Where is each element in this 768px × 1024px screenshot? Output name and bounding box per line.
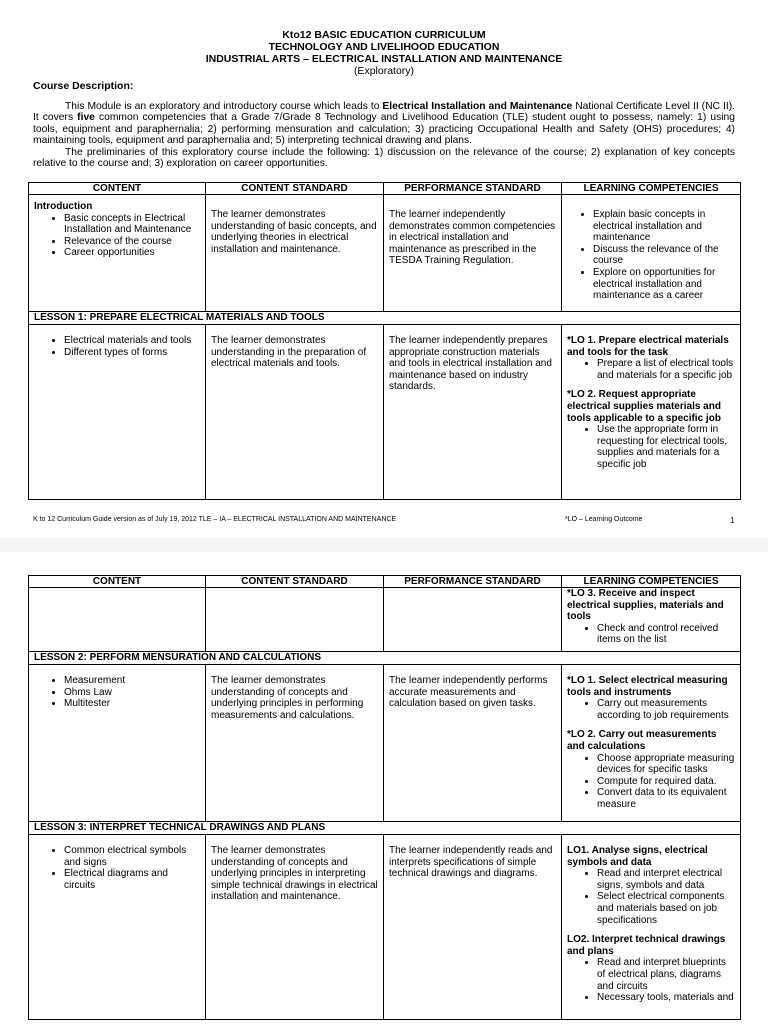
col-content-standard: CONTENT STANDARD bbox=[206, 576, 384, 588]
list-item: • Basic concepts in Electrical Installation and Maintenance bbox=[64, 213, 200, 236]
header-subject: TECHNOLOGY AND LIVELIHOOD EDUCATION bbox=[268, 41, 500, 53]
lesson-2-content-list bbox=[34, 675, 200, 710]
lesson-2-title-row bbox=[29, 652, 741, 665]
col-content: CONTENT bbox=[29, 183, 206, 195]
empty-cell bbox=[29, 588, 206, 652]
lesson-2-title: LESSON 2: PERFORM MENSURATION AND CALCULATIONS bbox=[29, 652, 741, 665]
footer-page-number: 1 bbox=[730, 516, 735, 525]
lesson-1-lo3-title: *LO 3. Receive and inspect electrical supplies, materials and tools bbox=[567, 588, 724, 623]
lesson-1-lo1-list bbox=[567, 358, 735, 381]
list-item: • Electrical diagrams and circuits bbox=[64, 868, 200, 891]
list-item: • Multitester bbox=[64, 698, 200, 710]
lesson-3-performance-standard: The learner independently reads and interprets specifications of simple technical drawings and diagrams. bbox=[384, 835, 562, 1020]
list-item: • Necessary tools, materials and bbox=[597, 992, 735, 1004]
lesson-1-content-standard: The learner demonstrates understanding in the preparation of electrical materials and tools. bbox=[206, 325, 384, 500]
table-row-lesson-3 bbox=[29, 835, 741, 1020]
lesson-3-lo2-list bbox=[567, 957, 735, 1003]
list-item: • Convert data to its equivalent measure bbox=[597, 787, 735, 810]
list-item: • Use the appropriate form in requesting for electrical tools, supplies and materials for a specific job bbox=[597, 424, 735, 470]
col-learning-competencies: LEARNING COMPETENCIES bbox=[562, 576, 741, 588]
list-item: • Electrical materials and tools bbox=[64, 335, 200, 347]
footer-guide-version: K to 12 Curriculum Guide version as of July 19, 2012 TLE – IA – ELECTRICAL INSTALLATION AND MAINTENANCE bbox=[33, 516, 397, 523]
lesson-2-lo2-list bbox=[567, 753, 735, 811]
intro-content-list bbox=[34, 213, 200, 259]
page-2 bbox=[0, 545, 768, 1024]
lesson-1-cont-competencies-cell bbox=[562, 588, 741, 652]
lesson-3-competencies-cell bbox=[562, 835, 741, 1020]
list-item: • Prepare a list of electrical tools and materials for a specific job bbox=[597, 358, 735, 381]
course-description-p1: This Module is an exploratory and introductory course which leads to Electrical Installation and Maintenance National Certificate Level II (NC II). It covers five common competencies that a Grade 7/Grade 8 Technology and Livelihood Education (TLE) student ought to possess, namely: 1) using tools, equipment and paraphernalia; 2) performing mensuration and calculation; 3) practicing Occupational Health and Safety (OHS) procedures; 4) maintaining tools, equipment and paraphernalia and; 5) interpreting technical drawing and plans. bbox=[33, 101, 735, 147]
list-item: • Career opportunities bbox=[64, 247, 200, 259]
lesson-1-title: LESSON 1: PREPARE ELECTRICAL MATERIALS AND TOOLS bbox=[29, 312, 741, 325]
lesson-2-lo1-list bbox=[567, 698, 735, 721]
lesson-3-lo1-list bbox=[567, 868, 735, 926]
lesson-2-content-cell bbox=[29, 665, 206, 822]
list-item: • Relevance of the course bbox=[64, 236, 200, 248]
lesson-2-competencies-cell bbox=[562, 665, 741, 822]
list-item: • Compute for required data. bbox=[597, 776, 735, 788]
table-header-row bbox=[29, 576, 741, 588]
lesson-1-performance-standard: The learner independently prepares appropriate construction materials and tools in electrical installation and maintenance based on industry standards. bbox=[384, 325, 562, 500]
header-title: Kto12 BASIC EDUCATION CURRICULUM bbox=[282, 29, 486, 41]
table-row-lesson-1 bbox=[29, 325, 741, 500]
course-description-p2: The preliminaries of this exploratory course include the following: 1) discussion on the relevance of the course; 2) explanation of key concepts relative to the course and; 3) exploration on career opportunities. bbox=[33, 147, 735, 170]
col-learning-competencies: LEARNING COMPETENCIES bbox=[562, 183, 741, 195]
intro-performance-standard: The learner independently demonstrates common competencies in electrical installation and maintenance as prescribed in the TESDA Training Regulation. bbox=[384, 195, 562, 312]
table-row-lesson-1-continued bbox=[29, 588, 741, 652]
list-item: • Read and interpret blueprints of electrical plans, diagrams and circuits bbox=[597, 957, 735, 992]
list-item: • Discuss the relevance of the course bbox=[593, 244, 735, 267]
lesson-1-content-list bbox=[34, 335, 200, 358]
lesson-3-title-row bbox=[29, 822, 741, 835]
lesson-1-lo2-title: *LO 2. Request appropriate electrical supplies materials and tools applicable to a specific job bbox=[567, 389, 721, 424]
lesson-2-lo1-title: *LO 1. Select electrical measuring tools and instruments bbox=[567, 675, 728, 698]
col-content: CONTENT bbox=[29, 576, 206, 588]
col-performance-standard: PERFORMANCE STANDARD bbox=[384, 183, 562, 195]
list-item: • Explore on opportunities for electrical installation and maintenance as a career bbox=[593, 267, 735, 302]
empty-cell bbox=[384, 588, 562, 652]
table-row-introduction bbox=[29, 195, 741, 312]
lesson-3-content-cell bbox=[29, 835, 206, 1020]
lesson-3-content-standard: The learner demonstrates understanding of concepts and underlying principles in interpreting simple technical drawings in electrical installation and maintenance. bbox=[206, 835, 384, 1020]
col-performance-standard: PERFORMANCE STANDARD bbox=[384, 576, 562, 588]
list-item: • Common electrical symbols and signs bbox=[64, 845, 200, 868]
intro-competencies-list bbox=[567, 209, 735, 302]
lesson-2-performance-standard: The learner independently performs accurate measurements and calculation based on given tasks. bbox=[384, 665, 562, 822]
course-description-label: Course Description: bbox=[33, 80, 134, 92]
intro-title: Introduction bbox=[34, 201, 93, 212]
lesson-3-content-list bbox=[34, 845, 200, 891]
intro-content-cell bbox=[29, 195, 206, 312]
list-item: • Ohms Law bbox=[64, 687, 200, 699]
lesson-1-lo1-title: *LO 1. Prepare electrical materials and tools for the task bbox=[567, 335, 729, 358]
list-item: • Select electrical components and materials based on job specifications bbox=[597, 891, 735, 926]
lesson-1-lo3-list bbox=[567, 623, 735, 646]
list-item: • Choose appropriate measuring devices for specific tasks bbox=[597, 753, 735, 776]
intro-content-standard: The learner demonstrates understanding of basic concepts, and underlying theories in electrical installation and maintenance. bbox=[206, 195, 384, 312]
lesson-1-content-cell bbox=[29, 325, 206, 500]
list-item: • Read and interpret electrical signs, symbols and data bbox=[597, 868, 735, 891]
footer-lo-legend: *LO – Learning Outcome bbox=[565, 516, 643, 523]
lesson-1-competencies-cell bbox=[562, 325, 741, 500]
lesson-2-lo2-title: *LO 2. Carry out measurements and calculations bbox=[567, 729, 717, 752]
lesson-1-title-row bbox=[29, 312, 741, 325]
list-item: • Different types of forms bbox=[64, 347, 200, 359]
table-row-lesson-2 bbox=[29, 665, 741, 822]
curriculum-table-1 bbox=[28, 182, 741, 500]
table-header-row bbox=[29, 183, 741, 195]
lesson-3-lo2-title: LO2. Interpret technical drawings and plans bbox=[567, 934, 726, 957]
intro-competencies-cell bbox=[562, 195, 741, 312]
list-item: • Carry out measurements according to job requirements bbox=[597, 698, 735, 721]
empty-cell bbox=[206, 588, 384, 652]
list-item: • Explain basic concepts in electrical installation and maintenance bbox=[593, 209, 735, 244]
header-course: INDUSTRIAL ARTS – ELECTRICAL INSTALLATION AND MAINTENANCE bbox=[205, 53, 563, 65]
header-exploratory: (Exploratory) bbox=[353, 65, 415, 77]
lesson-3-title: LESSON 3: INTERPRET TECHNICAL DRAWINGS AND PLANS bbox=[29, 822, 741, 835]
list-item: • Measurement bbox=[64, 675, 200, 687]
curriculum-table-2 bbox=[28, 575, 741, 1020]
list-item: • Check and control received items on the list bbox=[597, 623, 735, 646]
lesson-2-content-standard: The learner demonstrates understanding of concepts and underlying principles in performing measurements and calculations. bbox=[206, 665, 384, 822]
lesson-3-lo1-title: LO1. Analyse signs, electrical symbols and data bbox=[567, 845, 708, 868]
col-content-standard: CONTENT STANDARD bbox=[206, 183, 384, 195]
lesson-1-lo2-list bbox=[567, 424, 735, 470]
